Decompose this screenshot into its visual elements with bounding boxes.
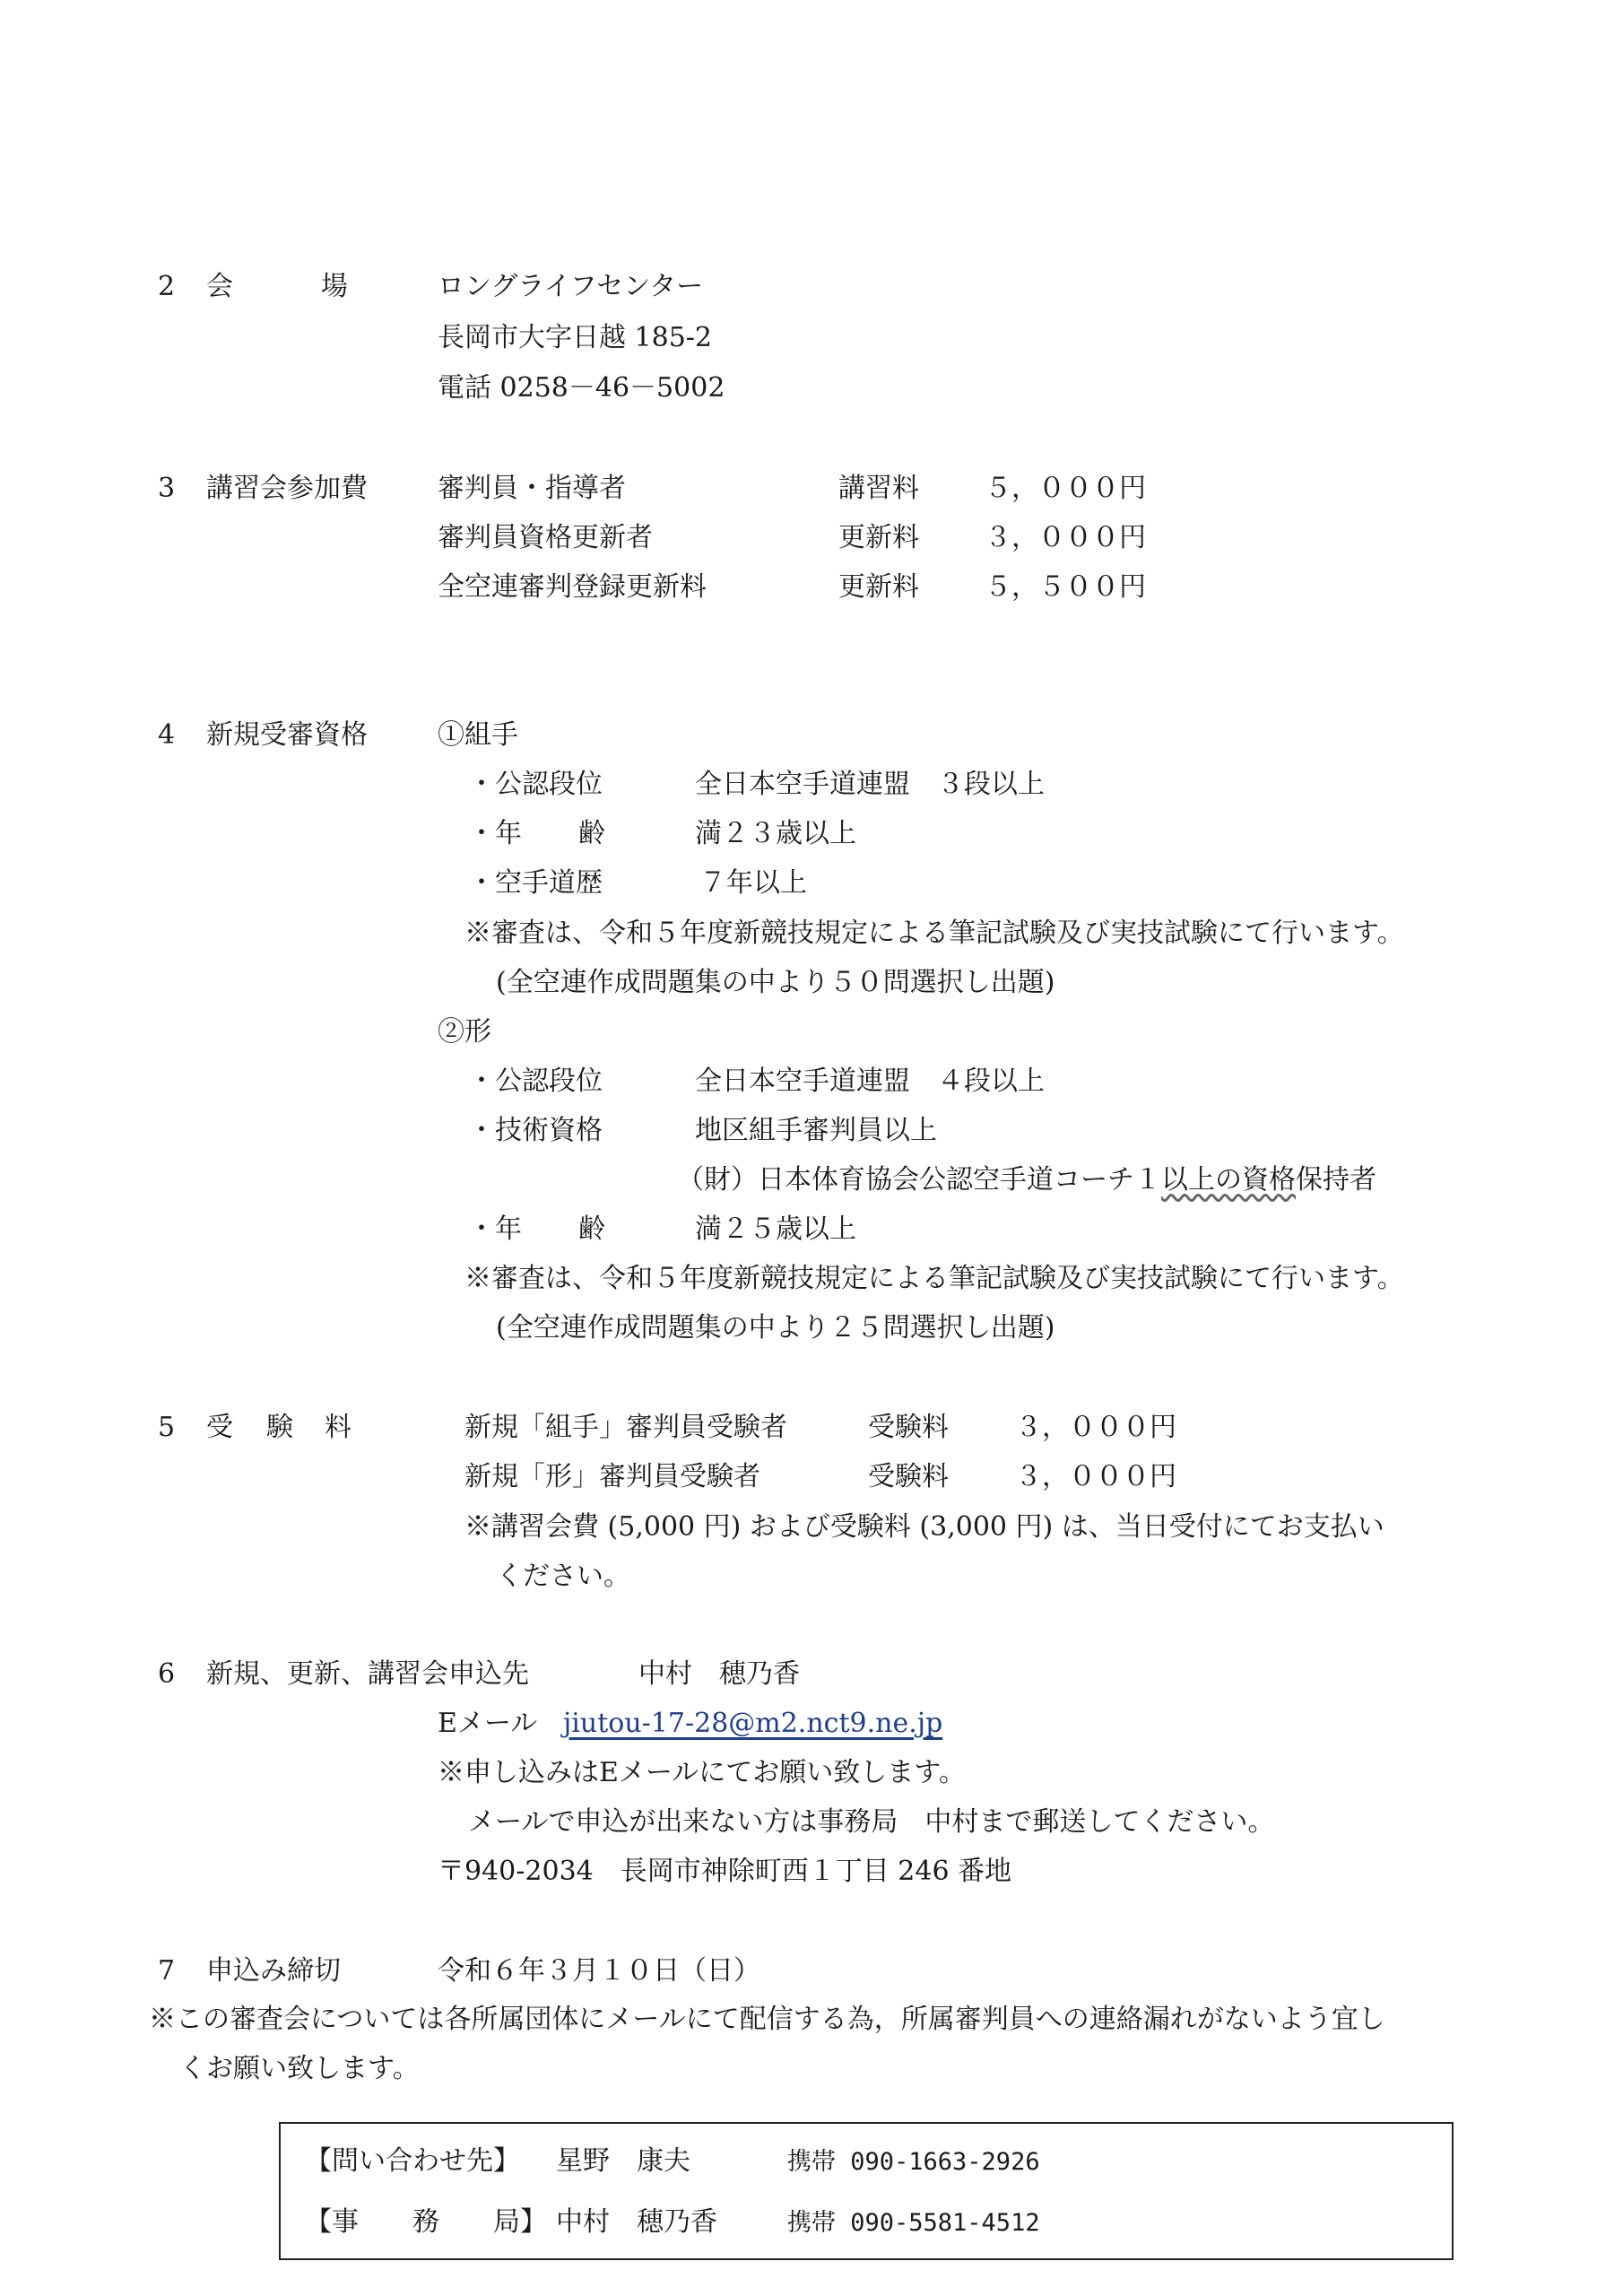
kumite-rank-label: ・公認段位 — [468, 769, 603, 800]
email-link[interactable]: jiutou-17-28@m2.nct9.ne.jp — [563, 1708, 943, 1739]
s2-num: 2 — [158, 271, 176, 302]
fee-row-amount: ３，０００円 — [985, 522, 1146, 553]
contact-name: 星野 康夫 — [556, 2145, 690, 2177]
exam-row-kind: 受験料 — [868, 1461, 949, 1492]
deadline-date: 令和６年３月１０日（日） — [438, 1955, 760, 1987]
s5-label-b: 験 — [266, 1412, 293, 1443]
kata-rank-value: 全日本空手道連盟 ４段以上 — [695, 1065, 1045, 1097]
kumite-history-value: ７年以上 — [699, 867, 807, 899]
kata-tech-value: 地区組手審判員以上 — [695, 1115, 937, 1146]
footer-note-2: くお願い致します。 — [179, 2053, 420, 2084]
s3-label: 講習会参加費 — [206, 473, 368, 504]
exam-row-amount: ３，０００円 — [1015, 1461, 1176, 1492]
footer-note: ※この審査会については各所属団体にメールにて配信する為，所属審判員への連絡漏れがないよう宜し — [149, 2004, 1385, 2035]
kumite-title: ①組手 — [438, 719, 518, 751]
s2-label-b: 場 — [321, 271, 348, 302]
s5-num: 5 — [158, 1412, 176, 1443]
kata-tech-label: ・技術資格 — [468, 1115, 603, 1146]
kata-age-label-a: ・年 — [468, 1213, 522, 1245]
exam-row-kind: 受験料 — [868, 1412, 949, 1443]
venue-name: ロングライフセンター — [438, 271, 704, 302]
fee-row-kind: 講習料 — [838, 473, 919, 504]
mailing-address: 〒940-2034 長岡市神除町西１丁目 246 番地 — [438, 1856, 1012, 1887]
contact-box — [279, 2122, 1454, 2260]
kata-title: ②形 — [438, 1016, 491, 1048]
application-note-2: メールで申込が出来ない方は事務局 中村まで郵送してください。 — [468, 1806, 1275, 1838]
kumite-note-2: (全空連作成問題集の中より５０問選択し出題) — [496, 967, 1055, 998]
contact-label: 【事 務 局】 — [305, 2206, 547, 2238]
s4-label: 新規受審資格 — [206, 719, 368, 751]
payment-note-2: ください。 — [496, 1561, 630, 1592]
payment-note: ※講習会費 (5,000 円) および受験料 (3,000 円) は、当日受付にてお支払い — [464, 1511, 1384, 1543]
s6-num: 6 — [158, 1658, 176, 1690]
kumite-age-value: 満２３歳以上 — [695, 818, 856, 849]
s7-num: 7 — [158, 1955, 176, 1987]
contact-label: 【問い合わせ先】 — [305, 2145, 520, 2177]
kumite-age-label-a: ・年 — [468, 818, 522, 849]
kata-rank-label: ・公認段位 — [468, 1065, 603, 1097]
kata-note: ※審査は、令和５年度新競技規定による筆記試験及び実技試験にて行います。 — [464, 1263, 1404, 1294]
exam-row-name: 新規「形」審判員受験者 — [464, 1461, 760, 1492]
kata-age-label-b: 齢 — [578, 1213, 605, 1245]
exam-row-name: 新規「組手」審判員受験者 — [464, 1412, 787, 1443]
kata-tech-extra: （財）日本体育協会公認空手道コーチ１以上の資格保持者 — [677, 1164, 1376, 1196]
s5-label-a: 受 — [206, 1412, 233, 1443]
fee-row-name: 審判員・指導者 — [438, 473, 626, 504]
fee-row-amount: ５，０００円 — [985, 473, 1146, 504]
fee-row-kind: 更新料 — [838, 571, 919, 603]
fee-row-name: 審判員資格更新者 — [438, 522, 653, 553]
s2-label-a: 会 — [206, 271, 233, 302]
venue-phone: 電話 0258－46－5002 — [438, 372, 725, 404]
s4-num: 4 — [158, 719, 176, 751]
fee-row-amount: ５，５００円 — [985, 571, 1146, 603]
kumite-note: ※審査は、令和５年度新競技規定による筆記試験及び実技試験にて行います。 — [464, 918, 1404, 949]
fee-row-name: 全空連審判登録更新料 — [438, 571, 707, 603]
kata-age-value: 満２５歳以上 — [695, 1213, 856, 1245]
s5-label-c: 料 — [325, 1412, 352, 1443]
kata-note-2: (全空連作成問題集の中より２５問選択し出題) — [496, 1312, 1055, 1344]
exam-row-amount: ３，０００円 — [1015, 1412, 1176, 1443]
email-label: Eメール — [438, 1708, 538, 1739]
contact-phone: 携帯 090-5581-4512 — [787, 2209, 1040, 2237]
kumite-rank-value: 全日本空手道連盟 ３段以上 — [695, 769, 1045, 800]
contact-phone: 携帯 090-1663-2926 — [787, 2148, 1040, 2176]
application-note: ※申し込みはEメールにてお願い致します。 — [438, 1757, 966, 1788]
s3-num: 3 — [158, 473, 176, 504]
venue-address: 長岡市大字日越 185-2 — [438, 322, 713, 353]
kumite-history-label: ・空手道歴 — [468, 867, 603, 899]
contact-name: 中村 穂乃香 — [556, 2206, 717, 2238]
fee-row-kind: 更新料 — [838, 522, 919, 553]
kumite-age-label-b: 齢 — [578, 818, 605, 849]
s7-label: 申込み締切 — [206, 1955, 341, 1987]
s6-label: 新規、更新、講習会申込先 — [206, 1658, 529, 1690]
application-contact: 中村 穂乃香 — [638, 1658, 800, 1690]
